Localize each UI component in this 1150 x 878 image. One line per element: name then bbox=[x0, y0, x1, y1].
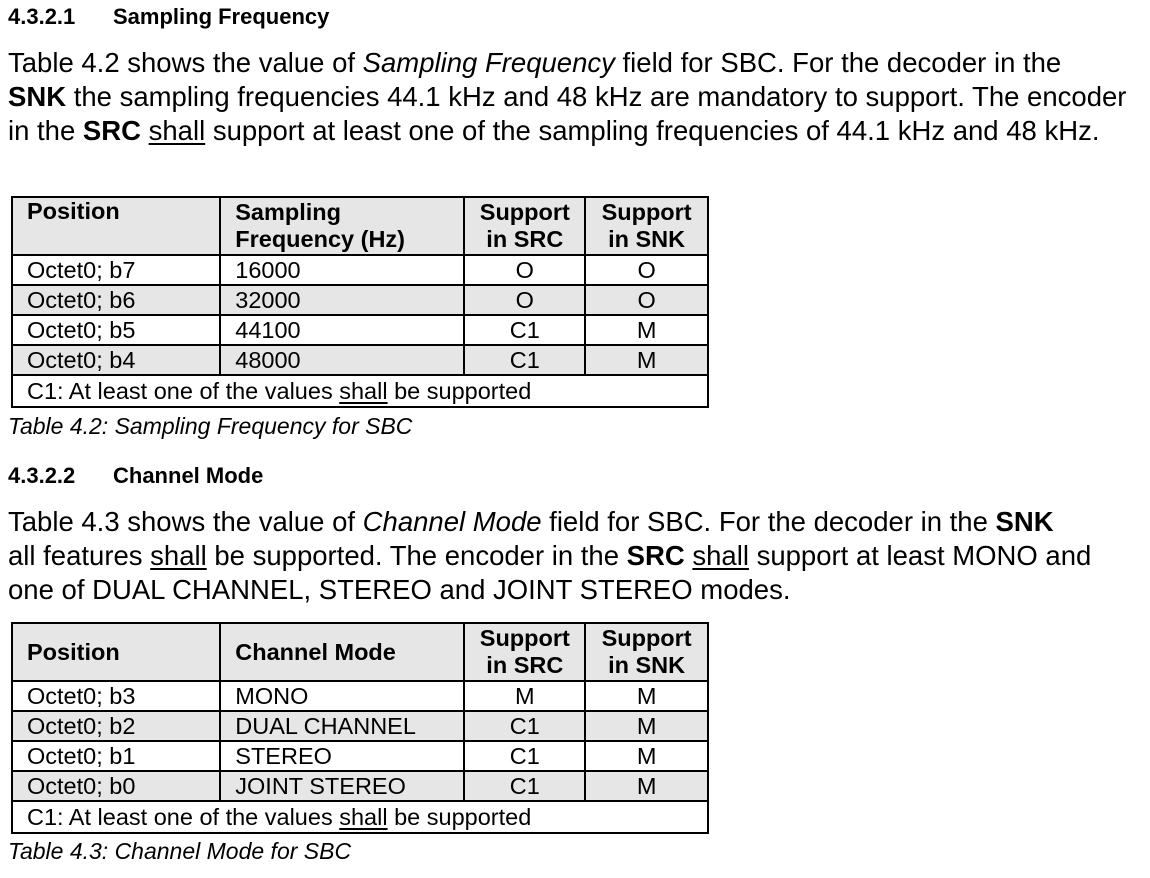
section-heading-sampling-frequency bbox=[8, 5, 329, 29]
cell-support-snk: M bbox=[585, 711, 708, 741]
cell-support-src: C1 bbox=[464, 345, 585, 375]
para-bold-src: SRC bbox=[626, 540, 685, 571]
cell-support-src: C1 bbox=[464, 771, 585, 801]
cell-value: 16000 bbox=[220, 255, 464, 285]
para-bold-snk: SNK bbox=[8, 81, 67, 112]
header-label: Position bbox=[27, 198, 120, 224]
header-label-line2: in SNK bbox=[608, 226, 686, 252]
header-label-line1: Support bbox=[479, 625, 570, 651]
table-caption: Table 4.3: Channel Mode for SBC bbox=[8, 838, 352, 864]
cell-support-snk: M bbox=[585, 315, 708, 345]
note-underline-shall: shall bbox=[339, 378, 388, 404]
header-position: Position bbox=[12, 623, 220, 681]
header-position bbox=[12, 197, 220, 255]
header-label-line2: in SRC bbox=[486, 652, 564, 678]
para-bold-snk: SNK bbox=[995, 506, 1054, 537]
cell-position: Octet0; b7 bbox=[12, 255, 220, 285]
cell-value: MONO bbox=[220, 681, 464, 711]
table-row bbox=[12, 681, 708, 711]
table-row bbox=[12, 255, 708, 285]
header-support-src bbox=[464, 197, 585, 255]
cell-support-snk: O bbox=[585, 255, 708, 285]
cell-position: Octet0; b0 bbox=[12, 771, 220, 801]
table-row bbox=[12, 315, 708, 345]
cell-support-snk: M bbox=[585, 771, 708, 801]
header-sampling-frequency bbox=[220, 197, 464, 255]
header-label-line2: Frequency (Hz) bbox=[235, 226, 405, 252]
channel-mode-table bbox=[11, 622, 709, 834]
para-text: field for SBC. For the decoder in the bbox=[541, 506, 996, 537]
cell-support-snk: O bbox=[585, 285, 708, 315]
para-text bbox=[141, 115, 149, 146]
cell-support-src: O bbox=[464, 285, 585, 315]
table-header-row bbox=[12, 197, 708, 255]
header-label-line1: Sampling bbox=[235, 199, 342, 225]
table-note-row bbox=[12, 375, 708, 407]
cell-support-snk: M bbox=[585, 681, 708, 711]
para-italic-field: Sampling Frequency bbox=[362, 47, 615, 78]
note-text: be supported bbox=[387, 378, 532, 404]
header-label-line1: Support bbox=[601, 625, 692, 651]
note-text: be supported bbox=[387, 804, 532, 830]
header-channel-mode: Channel Mode bbox=[220, 623, 464, 681]
table-row bbox=[12, 285, 708, 315]
cell-support-src: M bbox=[464, 681, 585, 711]
para-underline-shall: shall bbox=[692, 540, 749, 571]
table-row bbox=[12, 771, 708, 801]
para-underline-shall: shall bbox=[148, 115, 206, 146]
header-support-snk bbox=[585, 197, 708, 255]
cell-support-snk: M bbox=[585, 345, 708, 375]
table-header-row bbox=[12, 623, 708, 681]
table-row bbox=[12, 711, 708, 741]
note-underline-shall: shall bbox=[339, 804, 388, 830]
table-note bbox=[12, 801, 708, 833]
cell-position: Octet0; b1 bbox=[12, 741, 220, 771]
para-text: Table 4.3 shows the value of bbox=[8, 506, 363, 537]
cell-value: STEREO bbox=[220, 741, 464, 771]
paragraph-sampling-frequency bbox=[8, 46, 1144, 148]
table-caption: Table 4.2: Sampling Frequency for SBC bbox=[8, 413, 413, 439]
para-text: support at least one of the sampling frequencies of 44.1 kHz and 48 kHz. bbox=[205, 115, 1100, 146]
header-support-src bbox=[464, 623, 585, 681]
cell-support-src: C1 bbox=[464, 315, 585, 345]
para-text: be supported. The encoder in the bbox=[206, 540, 627, 571]
section-title: Sampling Frequency bbox=[113, 4, 330, 29]
header-label-line2: in SNK bbox=[608, 652, 686, 678]
paragraph-channel-mode bbox=[8, 505, 1144, 607]
cell-support-src: O bbox=[464, 255, 585, 285]
table-note-row bbox=[12, 801, 708, 833]
cell-support-src: C1 bbox=[464, 741, 585, 771]
para-text: all features bbox=[8, 540, 151, 571]
header-label-line2: in SRC bbox=[486, 226, 564, 252]
para-text: Table 4.2 shows the value of bbox=[8, 47, 363, 78]
header-label-line1: Support bbox=[479, 199, 570, 225]
header-label-line1: Support bbox=[601, 199, 692, 225]
section-title: Channel Mode bbox=[113, 463, 264, 488]
para-text: the sampling frequencies 44.1 kHz and 48 kHz are mandatory to support. The encoder in the bbox=[8, 81, 1127, 146]
table-row bbox=[12, 345, 708, 375]
para-bold-src: SRC bbox=[82, 115, 141, 146]
cell-value: DUAL CHANNEL bbox=[220, 711, 464, 741]
cell-position: Octet0; b4 bbox=[12, 345, 220, 375]
section-number: 4.3.2.1 bbox=[8, 4, 76, 29]
para-text: support at least MONO and one of DUAL CHANNEL, STEREO and JOINT STEREO modes. bbox=[8, 540, 1092, 605]
cell-position: Octet0; b2 bbox=[12, 711, 220, 741]
note-text: C1: At least one of the values bbox=[27, 378, 340, 404]
note-text: C1: At least one of the values bbox=[27, 804, 340, 830]
para-text: field for SBC. For the decoder in the bbox=[614, 47, 1062, 78]
section-number: 4.3.2.2 bbox=[8, 463, 76, 488]
table-row bbox=[12, 741, 708, 771]
sampling-frequency-table bbox=[11, 196, 709, 408]
cell-value: 44100 bbox=[220, 315, 464, 345]
cell-value: 48000 bbox=[220, 345, 464, 375]
cell-value: 32000 bbox=[220, 285, 464, 315]
cell-position: Octet0; b5 bbox=[12, 315, 220, 345]
cell-support-snk: M bbox=[585, 741, 708, 771]
para-italic-field: Channel Mode bbox=[362, 506, 542, 537]
cell-position: Octet0; b6 bbox=[12, 285, 220, 315]
header-support-snk bbox=[585, 623, 708, 681]
table-note bbox=[12, 375, 708, 407]
section-heading-channel-mode bbox=[8, 464, 263, 488]
cell-support-src: C1 bbox=[464, 711, 585, 741]
cell-value: JOINT STEREO bbox=[220, 771, 464, 801]
cell-position: Octet0; b3 bbox=[12, 681, 220, 711]
para-underline-shall: shall bbox=[150, 540, 207, 571]
